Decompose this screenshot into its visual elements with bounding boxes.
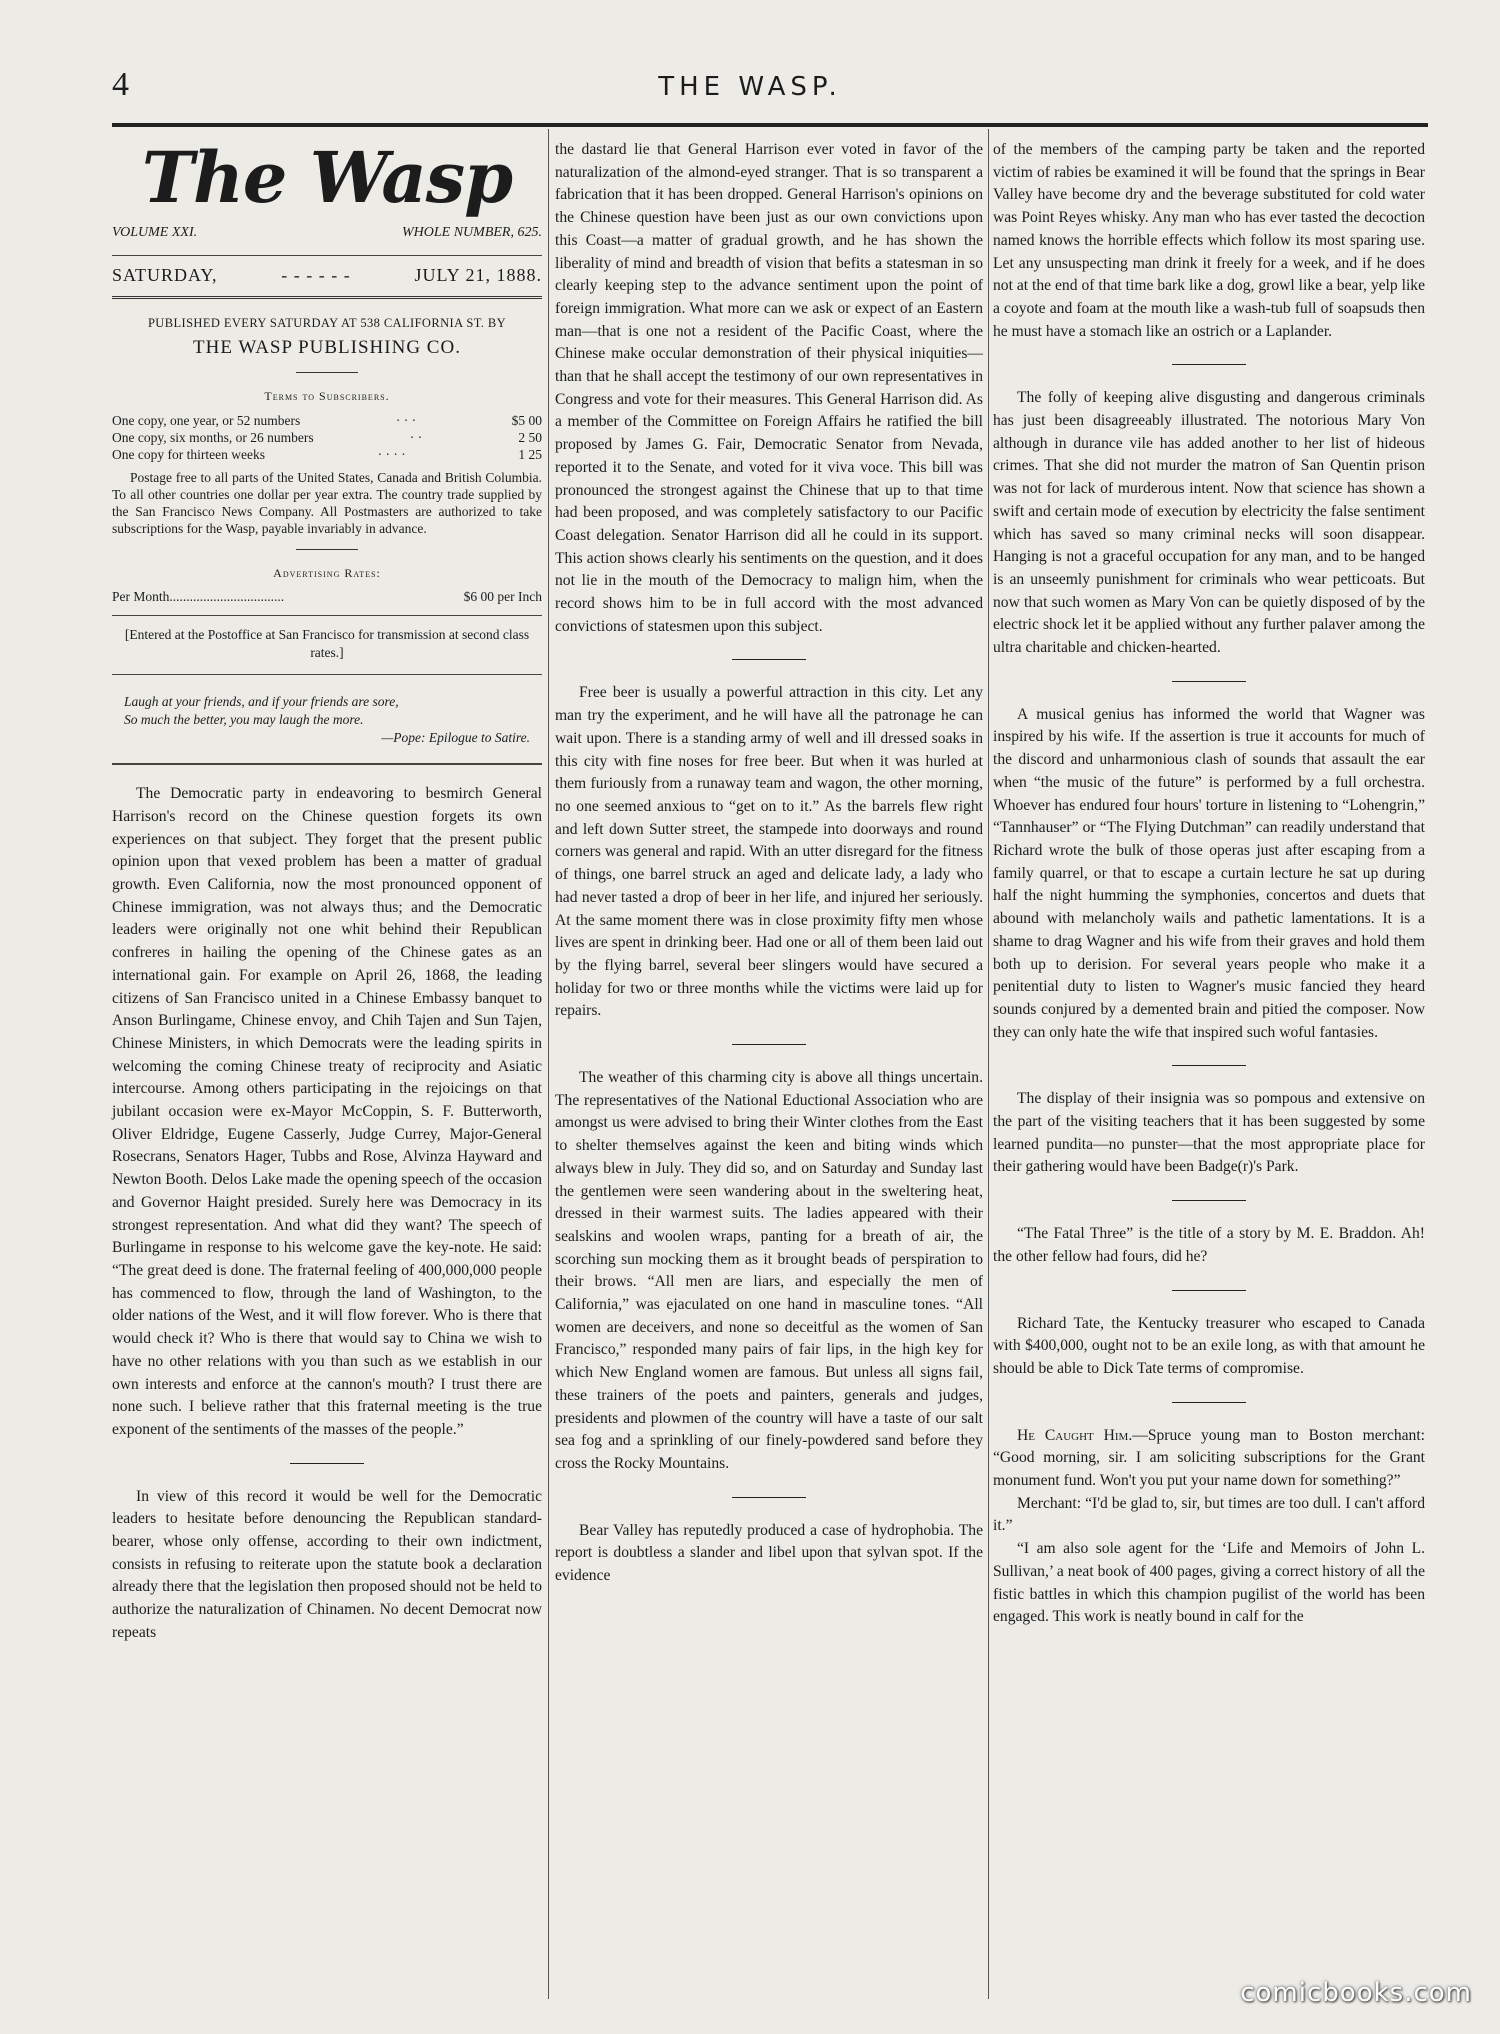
separator <box>732 1044 806 1045</box>
masthead-title: The Wasp <box>141 136 513 219</box>
article-bear-valley-continued: of the members of the camping party be taken and the reported victim of rabies be examined it will be found that the springs in Bear Valley have become dry and the beverage substituted for cold water was Point Reyes whisky. Any man who has ever tasted the decoction named knows the horrible effects which follow its most sparing use. Let any unsuspecting man drink it freely for a week, and if he does not at the end of that time bark like a dog, growl like a bear, yelp like a coyote and foam at the mouth like a wash-tub full of soapsuds then he must have a stomach like an ostrich or a Laplander. <box>993 141 1425 340</box>
separator <box>1172 1065 1246 1066</box>
publisher-name: THE WASP PUBLISHING CO. <box>193 337 461 359</box>
motto-line-2: So much the better, you may laugh the more. <box>124 712 364 728</box>
terms-row-dots: · · · <box>395 412 417 428</box>
article-mary-von: The folly of keeping alive disgusting and dangerous criminals has just been disagreeably illustrated. The notorious Mary Von although in durance vile has added another to her list of hideous crimes. That she did not murder the matron of San Quentin prison was not for lack of murderous intent. Now that science has shown a swift and certain mode of execution by electricity the false sentiment which has saved so many criminal necks will soon disappear. Hanging is not a graceful occupation for any man, and to be hanged is an unseemly punishment for criminals who wear petticoats. But now that such women as Mary Von can be quietly disposed of by the electric shock let it be applied without any further palaver among the ultra charitable and chicken-hearted. <box>993 389 1425 657</box>
motto-rule <box>112 674 542 675</box>
page-number: 4 <box>112 66 129 103</box>
separator <box>1172 681 1246 682</box>
caught-him-intro: —Spruce young man to Boston merchant: “Good morning, sir. I am soliciting subscriptions for the Grant monument fund. Won't you put your name down for something?” <box>993 1426 1425 1490</box>
terms-row-label: One copy, one year, or 52 numbers <box>112 412 301 428</box>
article-insignia: The display of their insignia was so pompous and extensive on the part of the visiting teachers that it has been suggested by some learned pundita—no punster—that the most appropriate place for their gathering would have been Badge(r)'s Park. <box>993 1090 1425 1176</box>
article-harrison: The Democratic party in endeavoring to besmirch General Harrison's record on the Chinese question forgets its own experiences on that subject. They forget that the present public opinion upon that vexed problem has been a matter of gradual growth. Even California, now the most pronounced opponent of Chinese immigration, was not always thus; and the Democratic leaders were originally not one whit behind their Republican confreres in hailing the opening of the Chinese gates as an international gain. For example on April 26, 1868, the leading citizens of San Francisco united in a Chinese Embassy banquet to Anson Burlingame, Chinese envoy, and Chih Tajen and Sun Tajen, Chinese Ministers, in which Democrats were the leading spirits in welcoming the coming Chinese treaty of reciprocity and Asiatic intercourse. Among others participating in the rejoicings on that jubilant occasion were ex-Mayor McCoppin, S. F. Butterworth, Oliver Eldridge, Eugene Casserly, Judge Currey, Major-General Rosecrans, Senators Hager, Tubbs and Rose, Alvinza Hayward and Newton Booth. Delos Lake made the opening speech of the occasion and Governor Haight presided. Surely here was Democracy in its strongest representation. And what did they want? The speech of Burlingame in response to his welcome gave the key-note. He said: “The great deed is done. The fraternal feeling of 400,000,000 people has commenced to flow, through the land of Washington, to the older nations of the West, and it will flow forever. Who is there that would check it? Who is there that would say to China we wish to have no other relations with you than such as we establish in our own interests and enforce at the cannon's mouth? I trust there are none such. I believe rather that this fraternal meeting is the true exponent of the sentiments of the masses of the people.” <box>112 785 543 1438</box>
advertising-label: Per Month <box>112 589 170 605</box>
separator <box>290 1463 364 1464</box>
terms-row-label: One copy, six months, or 26 numbers <box>112 429 314 445</box>
whole-number-label: WHOLE NUMBER, 625. <box>402 225 542 240</box>
published-line: PUBLISHED EVERY SATURDAY AT 538 CALIFORNIA ST. BY <box>147 316 507 331</box>
article-fatal-three: “The Fatal Three” is the title of a story by M. E. Braddon. Ah! the other fellow had fours, did he? <box>993 1225 1425 1265</box>
terms-row-label: One copy for thirteen weeks <box>112 446 265 462</box>
caught-him-final: “I am also sole agent for the ‘Life and Memoirs of John L. Sullivan,’ a neat book of 400 pages, giving a correct history of all the fistic battles in which this champion pugilist of the world has been engaged. This work is neatly bound in calf for the <box>993 1540 1425 1626</box>
advertising-leader: .................................. <box>169 589 285 605</box>
separator <box>1172 1200 1246 1201</box>
motto <box>112 683 542 729</box>
terms-row-dots: · · · · <box>377 446 406 462</box>
header-rule <box>112 123 1428 127</box>
terms-row <box>112 412 542 429</box>
date-double-rule <box>112 296 542 302</box>
article-weather: The weather of this charming city is above all things uncertain. The representatives of the National Eductional Association who are amongst us were advised to bring their Winter clothes from the East to shelter themselves against the keen and biting winds which always blew in July. They did so, and on Saturday and Sunday last the gentlemen were seen wandering about in the sweltering heat, dressed in their warmest suits. The ladies appeared with their sealskins and woolen wraps, panting for a breath of air, the scorching sun mocking them as it brought beads of perspiration to their brows. “All men are liars, and especially the men of California,” was ejaculated on one hand in masculine tones. “All women are deceivers, and none so deceitful as the women of San Francisco,” responded many pairs of fair lips, in the high key for which New England women are famous. But unless all signs fail, these trainers of the poets and painters, generals and judges, presidents and plowmen of the country will have a taste of our salt sea fog and a sprinkling of our finely-powdered sand before they cross the Rocky Mountains. <box>555 1069 983 1472</box>
separator <box>1172 1290 1246 1291</box>
column-rule-2 <box>988 129 989 1999</box>
issue-date: JULY 21, 1888. <box>414 264 542 285</box>
terms-row-price: 1 25 <box>518 446 542 462</box>
article-caught-him <box>993 1425 1425 1493</box>
separator <box>732 1497 806 1498</box>
separator <box>1172 1402 1246 1403</box>
article-wagner: A musical genius has informed the world that Wagner was inspired by his wife. If the assertion is true it accounts for much of the discord and unharmonious clash of sounds that assault the ear when “the music of the future” is performed by a full orchestra. Whoever has endured four hours' torture in listening to “Lohengrin,” “Tannhauser” or “The Flying Dutchman” can readily understand that Richard wrote the bulk of those operas just after escaping from a family quarrel, or that to escape a curtain lecture he sat up during half the night humming the symphonies, concertos and duets that abound with melancholy wails and pathetic lamentations. It is a shame to drag Wagner and his wife from their graves and hold them both up to derision. For several years people who make it a penitential duty to listen to Wagner's music fancied they heard sounds conjured by a demented brain and pitied the composer. Now they can only hate the wife that inspired such woful fantasies. <box>993 705 1425 1041</box>
separator <box>296 372 358 373</box>
article-bear-valley: Bear Valley has reputedly produced a case of hydrophobia. The report is doubtless a slander and libel upon that sylvan spot. If the evidence <box>555 1521 983 1585</box>
caught-him-reply: Merchant: “I'd be glad to, sir, but times are too dull. I can't afford it.” <box>993 1494 1425 1535</box>
terms-row <box>112 446 542 463</box>
separator <box>296 549 358 550</box>
motto-attribution: —Pope: Epilogue to Satire. <box>381 730 530 746</box>
volume-row <box>112 222 542 245</box>
advertising-price: $6 00 per Inch <box>463 589 542 605</box>
caught-him-heading: He Caught Him. <box>1017 1426 1133 1444</box>
article-free-beer: Free beer is usually a powerful attraction in this city. Let any man try the experiment, and he will have all the patronage he can wait upon. There is a standing army of well and ill dressed soaks in this city with fine noses for free beer. But when it was hurled at them furiously from a runaway team and wagon, the other morning, no one seemed anxious to “get on to it.” As the barrels flew right and left down Sutter street, the stampede into doorways and round corners was general and rapid. With an utter disregard for the fitness of things, one barrel struck an aged and delicate lady, a lady who had never tasted a drop of beer in her life, and injured her seriously. At the same moment there was in close proximity fifty men whose lives are spent in drinking beer. Had one or all of them been laid out by the flying barrel, several beer slingers would have secured a holiday for two or three months while the victims were laid up for repairs. <box>555 684 983 1020</box>
terms-row-dots: · · <box>409 429 423 445</box>
column-rule-1 <box>548 129 549 1999</box>
column-2 <box>555 139 983 1588</box>
motto-bottom-rule <box>112 763 542 765</box>
column-1 <box>112 136 542 1645</box>
separator <box>732 659 806 660</box>
masthead-rule <box>112 255 542 256</box>
motto-line-1: Laugh at your friends, and if your friends are sore, <box>124 694 399 710</box>
postoffice-entry: [Entered at the Postoffice at San Francisco for transmission at second class rates.] <box>124 627 530 661</box>
terms-row-price: $5 00 <box>511 412 542 428</box>
watermark: comicbooks.com <box>1240 1978 1472 2008</box>
advertising-title: Advertising Rates: <box>273 565 381 580</box>
column-3 <box>993 139 1425 1629</box>
separator <box>1172 364 1246 365</box>
article-harrison-continued: the dastard lie that General Harrison ever voted in favor of the naturalization of the almond-eyed stranger. That is so transparent a fabrication that it has been dropped. General Harrison's opinions on the Chinese question have been just as our own convictions upon this Coast—a matter of gradual growth, and he has shown the liberality of mind and breadth of vision that befits a statesman in so clearly keeping step to the advance sentiment upon the point of foreign immigration. What more can we ask or expect of an Eastern man—that is one not a resident of the Pacific Coast, where the Chinese make occular demonstration of their physical iniquities—than that he shall accept the testimony of our own representatives in Congress and vote for their measures. This General Harrison did. As a member of the Committee on Foreign Affairs he ratified the bill proposed by James G. Fair, Democratic Senator from Nevada, reported it to the Senate, and voted for it viva voce. This bill was pronounced the strongest against the Chinese that up to that time had been proposed, and was completely satisfactory to our Pacific Coast delegation. Senator Harrison did all he could in its support. This action shows clearly his sentiments on the question, and it does not lie in the mouth of the Democracy to malign him, when the record shows him to be in full accord with the most advanced convictions of statesmen upon this subject. <box>555 141 983 635</box>
day-label: SATURDAY, <box>112 264 218 285</box>
date-row <box>112 264 542 287</box>
running-title: THE WASP. <box>658 72 842 102</box>
article-democratic-leaders: In view of this record it would be well for the Democratic leaders to hesitate before denouncing the Republican standard-bearer, whose only offense, according to their own indictment, consists in refusing to reiterate upon the statute book a declaration already there that the legislation then proposed should not be held to authorize the naturalization of Chinamen. No decent Democrat now repeats <box>112 1487 542 1641</box>
terms-title: Terms to Subscribers. <box>264 388 390 403</box>
volume-label: VOLUME XXI. <box>112 225 198 240</box>
advertising-row <box>112 588 542 605</box>
terms-row <box>112 429 542 446</box>
postage-note: Postage free to all parts of the United States, Canada and British Columbia. To all other countries one dollar per year extra. The country trade supplied by the San Francisco News Company. All Postmasters are authorized to take subscriptions for the Wasp, payable invariably in advance. <box>112 469 542 536</box>
advertising-rule <box>112 615 542 616</box>
article-richard-tate: Richard Tate, the Kentucky treasurer who escaped to Canada with $400,000, ought not to be an exile long, as with that amount he should be able to Dick Tate terms of compromise. <box>993 1314 1425 1377</box>
date-dashes: - - - - - - <box>281 264 351 285</box>
terms-row-price: 2 50 <box>518 429 542 445</box>
